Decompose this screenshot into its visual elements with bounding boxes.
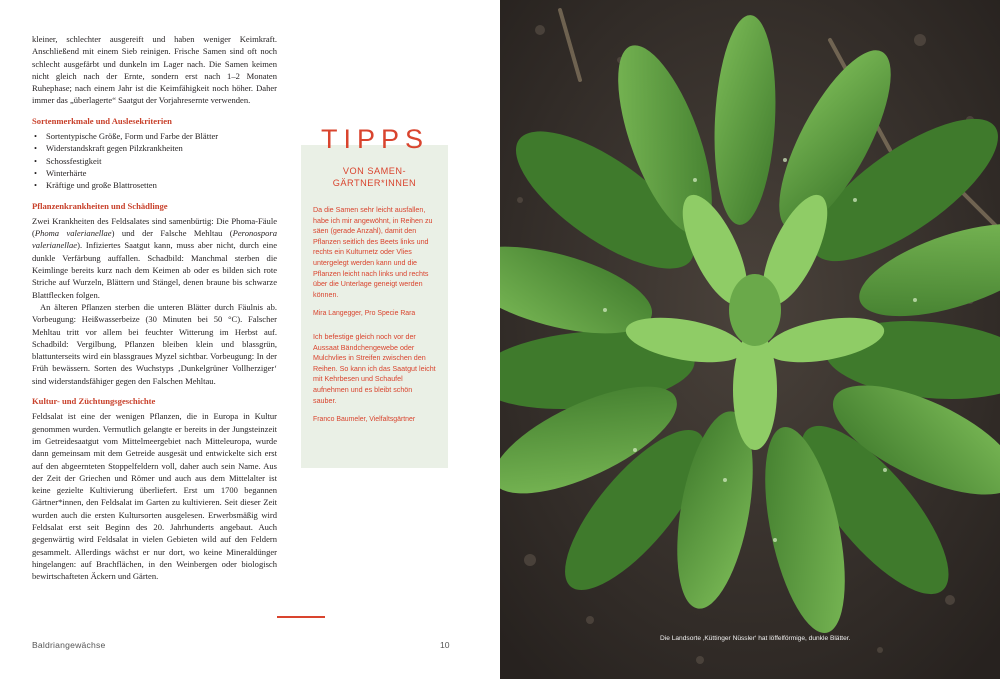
footer-accent-rule bbox=[277, 616, 325, 618]
tip-author: Mira Langegger, Pro Specie Rara bbox=[313, 310, 416, 318]
list-item: • Winterhärte bbox=[32, 167, 277, 179]
section-heading-criteria: Sortenmerkmale und Auslesekriterien bbox=[32, 115, 172, 126]
text-run: Zwei Krankheiten des Feldsalates sind samenbürtig: Die Phoma-Fäule ( bbox=[32, 215, 277, 239]
feldsalat-photo bbox=[500, 0, 1000, 679]
page-number: 10 bbox=[440, 640, 450, 650]
running-footer-chapter: Baldriangewächse bbox=[32, 640, 106, 650]
main-text-column bbox=[32, 33, 277, 582]
list-item: • Schossfestigkeit bbox=[32, 155, 277, 167]
tip-text: Ich befestige gleich noch vor der Aussaat Bändchengewebe oder Mulchvlies in Streifen zwischen den Reihen. So kann ich das Saatgut leicht mit Kehrbesen und Schaufel aufnehmen und es bleibt schön sauber. bbox=[313, 332, 436, 405]
tip-author: Franco Baumeler, Vielfaltsgärtner bbox=[313, 416, 416, 424]
list-item: • Kräftige und große Blattrosetten bbox=[32, 179, 277, 191]
diseases-paragraph-1 bbox=[32, 215, 277, 301]
list-item: • Sortentypische Größe, Form und Farbe der Blätter bbox=[32, 130, 277, 142]
text-run: ). Infiziertes Saatgut kann, muss aber nicht, durch eine dunkle Verfärbung auffallen. Schadbild: Manchmal sterben die Keimlinge bereits kurz nach dem Keimen ab oder es bilden sich rote Striche auf Wurzeln, Blättern und Stängel, denen braune bis schwarze Blattflecken folgen. bbox=[32, 240, 277, 300]
section-heading-history: Kultur- und Züchtungsgeschichte bbox=[32, 396, 156, 407]
tip-text: Da die Samen sehr leicht ausfallen, habe ich mir angewöhnt, in Reihen zu säen (gerade Anzahl), damit den Pflanzen seitlich des Beets links und rechts ein Kulturnetz oder Vlies untergelegt werden kann und die Pflanzen leicht nach links und rechts über die Unterlage geneigt werden können. bbox=[313, 206, 433, 299]
latin-name: Peronospora valerianellae bbox=[32, 228, 277, 251]
tips-title: TIPPS bbox=[320, 124, 430, 154]
tips-subtitle-line: VON SAMEN- bbox=[342, 166, 407, 176]
section-heading-diseases: Pflanzenkrankheiten und Schädlinge bbox=[32, 200, 168, 211]
criteria-list bbox=[32, 130, 277, 191]
history-paragraph: Feldsalat ist eine der wenigen Pflanzen, die in Europa in Kultur genommen wurden. Vermutlich gelangte er bereits in der Jungsteinzeit im Getreidesaatgut vom Mittelmeergebiet nach Mitteleuropa, wurde dann gemeinsam mit dem Getreide ausgesät und entwickelte sich erst auf den abgeernteten Stoppelfeldern voll, daher auch sein Name. Aus der Zeit der Griechen und Römer und auch aus dem Mittelalter ist keine gezielte Kultivierung überliefert. Erst um 1700 begannen Gärtner*innen, den Feldsalat im Garten zu kultivieren. Seit dieser Zeit wurden auch die ersten Kultursorten ausgelesen. Erwerbsmäßig wird Feldsalat erst seit Beginn des 20. Jahrhunderts angebaut. Auch gegenwärtig wird Feldsalat in vielen Gebieten wild auf den Feldern gesammelt. Allerdings wächst er nur dort, wo keine Mineraldünger hingelangen: auf Brachflächen, in den Weinbergen oder biologisch bewirtschafteten Äckern und Gärten. bbox=[32, 411, 277, 582]
photo-caption: Die Landsorte ‚Küttinger Nüssler‘ hat löffelförmige, dunkle Blätter. bbox=[660, 635, 851, 642]
tips-subtitle bbox=[301, 165, 448, 189]
tips-subtitle-line: GÄRTNER*INNEN bbox=[332, 178, 417, 188]
tips-body bbox=[313, 205, 437, 438]
text-run: ) und der Falsche Mehltau ( bbox=[111, 228, 233, 239]
plant-illustration bbox=[500, 0, 1000, 679]
list-item: • Widerstandskraft gegen Pilzkrankheiten bbox=[32, 142, 277, 154]
latin-name: Phoma valerianellae bbox=[34, 228, 112, 239]
intro-paragraph: kleiner, schlechter ausgereift und haben weniger Keimkraft. Anschließend mit einem Sieb reinigen. Frische Samen sind oft noch schlecht ausgefärbt und dunkeln im Lager nach. Die Samen keimen nicht gleich nach der Ernte, sondern erst nach 1–2 Monaten Ruhephase; nach einem Jahr ist die Keimfähigkeit noch höher. Daher immer das „überlagerte“ Saatgut der Vorjahresernte verwenden. bbox=[32, 34, 277, 106]
diseases-paragraph-2: An älteren Pflanzen sterben die unteren Blätter durch Fäulnis ab. Vorbeugung: Heißwasserbeize (30 Minuten bei 50 °C). Falscher Mehltau tritt vor allem bei feuchter Witterung im Herbst auf. Schadbild: Vergilbung, Pflanzen bleiben klein und blassgrün, blattunterseits wird ein blassgraues Myzel sichtbar. Vorbeugung: In der Früh bewässern. Sorten des Wuchstyps ‚Dunkelgrüner Vollherziger‘ sind widerstandsfähiger gegen den Falschen Mehltau. bbox=[32, 301, 277, 386]
